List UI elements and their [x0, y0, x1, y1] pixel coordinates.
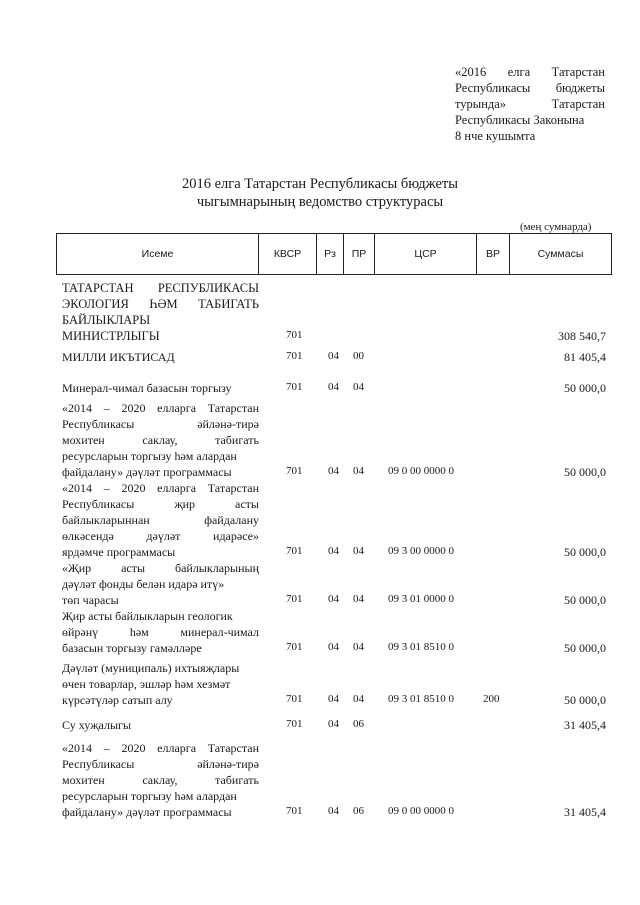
row-name [62, 380, 259, 396]
cell-pr: 04 [353, 593, 364, 605]
row-name-line [62, 480, 259, 496]
cell-kvsr: 701 [286, 593, 303, 605]
row-name [62, 660, 259, 708]
row-name-word: МИЛЛИ ИКЪТИСАД [62, 350, 175, 364]
cell-rz: 04 [328, 545, 339, 557]
row-name-line [62, 592, 259, 608]
row-name-line [62, 717, 259, 733]
row-name-word: күрсәтүләр сатып алу [62, 693, 173, 707]
cell-kvsr: 701 [286, 350, 303, 362]
row-name-word: МИНИСТРЛЫГЫ [62, 329, 160, 343]
row-name-line [62, 464, 259, 480]
cell-rz: 04 [328, 718, 339, 730]
row-name-word: ресурсларын торгызу һәм алардан [62, 789, 237, 803]
row-name-word: Су хуҗалыгы [62, 718, 132, 732]
row-name-line [62, 788, 259, 804]
row-name-word: елларга [157, 741, 197, 755]
row-name-line [62, 296, 259, 312]
row-name-word: саклау, [142, 773, 178, 787]
row-name-word: ЭКОЛОГИЯ [62, 297, 129, 311]
row-name-word: «2014 [62, 481, 92, 495]
note-line [455, 112, 605, 128]
row-name-word: Минерал-чимал базасын торгызу [62, 381, 232, 395]
row-name-word: РЕСПУБЛИКАСЫ [157, 281, 259, 295]
row-name-word: асты [235, 497, 259, 511]
row-name-word: әйләнә-тирә [197, 757, 259, 771]
row-name-line [62, 349, 259, 365]
cell-kvsr: 701 [286, 718, 303, 730]
cell-rz: 04 [328, 641, 339, 653]
row-name-line [62, 512, 259, 528]
row-name-line [62, 608, 259, 624]
row-name-word: ҺӘМ [149, 297, 178, 311]
row-name [62, 740, 259, 820]
appendix-note [455, 64, 605, 144]
row-name-line [62, 576, 259, 592]
cell-csr: 09 0 00 0000 0 [388, 805, 454, 817]
row-name [62, 280, 259, 344]
row-name-word: – [103, 401, 110, 415]
row-name-word: 2020 [121, 741, 146, 755]
cell-csr: 09 3 01 0000 0 [388, 593, 454, 605]
row-name-word: «Җир [62, 561, 92, 575]
row-name-word: һәм [129, 625, 149, 639]
cell-kvsr: 701 [286, 381, 303, 393]
header-csr: ЦСР [374, 234, 476, 274]
row-name-word: – [103, 481, 110, 495]
cell-rz: 04 [328, 465, 339, 477]
note-word: Татарстан [551, 65, 605, 79]
row-name-line [62, 676, 259, 692]
row-name [62, 608, 259, 656]
row-name-word: – [103, 741, 110, 755]
page-title-line-1: 2016 елга Татарстан Республикасы бюджеты [181, 176, 459, 192]
row-name [62, 400, 259, 480]
cell-pr: 06 [353, 718, 364, 730]
units-caption: (мең сумнарда) [520, 221, 592, 233]
row-name-word: Татарстан [207, 401, 259, 415]
row-name-line [62, 496, 259, 512]
row-name-line [62, 416, 259, 432]
row-name-word: табигать [215, 433, 259, 447]
row-name-line [62, 528, 259, 544]
cell-sum: 50 000,0 [564, 693, 606, 707]
cell-sum: 31 405,4 [564, 718, 606, 732]
row-name-line [62, 312, 259, 328]
cell-sum: 50 000,0 [564, 381, 606, 395]
cell-vr: 200 [483, 693, 500, 705]
cell-pr: 00 [353, 350, 364, 362]
row-name-word: Республикасы [62, 417, 135, 431]
cell-sum: 50 000,0 [564, 545, 606, 559]
note-word: Республикасы [455, 81, 531, 95]
row-name-word: табигать [215, 773, 259, 787]
row-name-word: Республикасы [62, 757, 135, 771]
cell-pr: 04 [353, 381, 364, 393]
note-line [455, 128, 605, 144]
row-name-word: дәүләт [146, 529, 181, 543]
row-name-word: базасын торгызу гамәлләре [62, 641, 202, 655]
note-word: Республикасы Законына [455, 113, 585, 127]
row-name-word: дәүләт фонды белән идарә итү» [62, 577, 225, 591]
row-name-word: мохитен [62, 433, 105, 447]
row-name-line [62, 280, 259, 296]
row-name-word: идарәсе» [213, 529, 259, 543]
note-word: турында» [455, 97, 507, 111]
row-name-line [62, 560, 259, 576]
note-line [455, 96, 605, 112]
row-name-word: байлыкларының [174, 561, 259, 575]
row-name-line [62, 640, 259, 656]
row-name-word: Татарстан [207, 481, 259, 495]
row-name-word: ярдәмче программасы [62, 545, 176, 559]
cell-pr: 06 [353, 805, 364, 817]
row-name-word: әйләнә-тирә [197, 417, 259, 431]
note-word: 8 нче кушымта [455, 129, 536, 143]
row-name-word: төп чарасы [62, 593, 119, 607]
row-name-word: минерал-чимал [180, 625, 259, 639]
row-name-word: өлкәсендә [62, 529, 114, 543]
row-name-word: 2020 [121, 481, 146, 495]
header-pr: ПР [343, 234, 374, 274]
cell-kvsr: 701 [286, 545, 303, 557]
row-name [62, 560, 259, 608]
cell-kvsr: 701 [286, 805, 303, 817]
row-name-word: Татарстан [207, 741, 259, 755]
note-word: Татарстан [551, 97, 605, 111]
cell-pr: 04 [353, 693, 364, 705]
row-name-word: «2014 [62, 741, 92, 755]
cell-sum: 81 405,4 [564, 350, 606, 364]
note-word: елга [507, 65, 531, 79]
row-name-word: елларга [157, 401, 197, 415]
row-name-line [62, 692, 259, 708]
row-name [62, 480, 259, 560]
cell-rz: 04 [328, 381, 339, 393]
row-name-line [62, 380, 259, 396]
cell-sum: 308 540,7 [558, 329, 606, 343]
cell-csr: 09 3 01 8510 0 [388, 641, 454, 653]
cell-rz: 04 [328, 593, 339, 605]
row-name [62, 717, 259, 733]
cell-csr: 09 0 00 0000 0 [388, 465, 454, 477]
cell-sum: 31 405,4 [564, 805, 606, 819]
row-name-word: БАЙЛЫКЛАРЫ [62, 313, 151, 327]
row-name-word: 2020 [121, 401, 146, 415]
cell-pr: 04 [353, 641, 364, 653]
cell-sum: 50 000,0 [564, 593, 606, 607]
row-name-word: файдалану» дәүләт программасы [62, 805, 232, 819]
row-name-word: Республикасы [62, 497, 135, 511]
row-name-word: Дәүләт (муниципаль) ихтыяҗлары [62, 661, 240, 675]
row-name-word: файдалану» дәүләт программасы [62, 465, 232, 479]
row-name-word: ТАБИГАТЬ [198, 297, 259, 311]
page-title-line-2: чыгымнарының ведомство структурасы [196, 194, 444, 210]
row-name-word: саклау, [142, 433, 178, 447]
row-name-word: файдалану [204, 513, 259, 527]
cell-sum: 50 000,0 [564, 641, 606, 655]
header-kvsr: КВСР [258, 234, 316, 274]
row-name-word: Җир асты байлыкларын геологик [62, 609, 233, 623]
cell-csr: 09 3 00 0000 0 [388, 545, 454, 557]
cell-kvsr: 701 [286, 693, 303, 705]
row-name-line [62, 544, 259, 560]
note-word: «2016 [455, 65, 487, 79]
row-name-line [62, 804, 259, 820]
row-name-line [62, 660, 259, 676]
cell-kvsr: 701 [286, 465, 303, 477]
row-name-line [62, 772, 259, 788]
cell-csr: 09 3 01 8510 0 [388, 693, 454, 705]
row-name-line [62, 432, 259, 448]
header-vr: ВР [476, 234, 509, 274]
header-sum: Суммасы [509, 234, 611, 274]
cell-pr: 04 [353, 465, 364, 477]
row-name-word: байлыкларыннан [62, 513, 150, 527]
header-rz: Рз [316, 234, 343, 274]
cell-rz: 04 [328, 693, 339, 705]
cell-rz: 04 [328, 805, 339, 817]
row-name-line [62, 740, 259, 756]
note-line [455, 80, 605, 96]
row-name-line [62, 624, 259, 640]
row-name-line [62, 328, 259, 344]
row-name-word: «2014 [62, 401, 92, 415]
cell-kvsr: 701 [286, 641, 303, 653]
row-name-word: өчен товарлар, эшләр һәм хезмәт [62, 677, 231, 691]
cell-sum: 50 000,0 [564, 465, 606, 479]
table-header [56, 233, 612, 275]
row-name-word: ТАТАРСТАН [62, 281, 134, 295]
row-name-word: асты [121, 561, 146, 575]
note-line [455, 64, 605, 80]
row-name [62, 349, 259, 365]
row-name-line [62, 400, 259, 416]
note-word: бюджеты [555, 81, 605, 95]
row-name-line [62, 756, 259, 772]
row-name-word: ресурсларын торгызу һәм алардан [62, 449, 237, 463]
cell-kvsr: 701 [286, 329, 303, 341]
row-name-word: өйрәнү [62, 625, 99, 639]
cell-rz: 04 [328, 350, 339, 362]
row-name-word: җир [174, 497, 196, 511]
row-name-word: елларга [157, 481, 197, 495]
row-name-word: мохитен [62, 773, 105, 787]
row-name-line [62, 448, 259, 464]
cell-pr: 04 [353, 545, 364, 557]
header-name: Исеме [141, 248, 174, 260]
